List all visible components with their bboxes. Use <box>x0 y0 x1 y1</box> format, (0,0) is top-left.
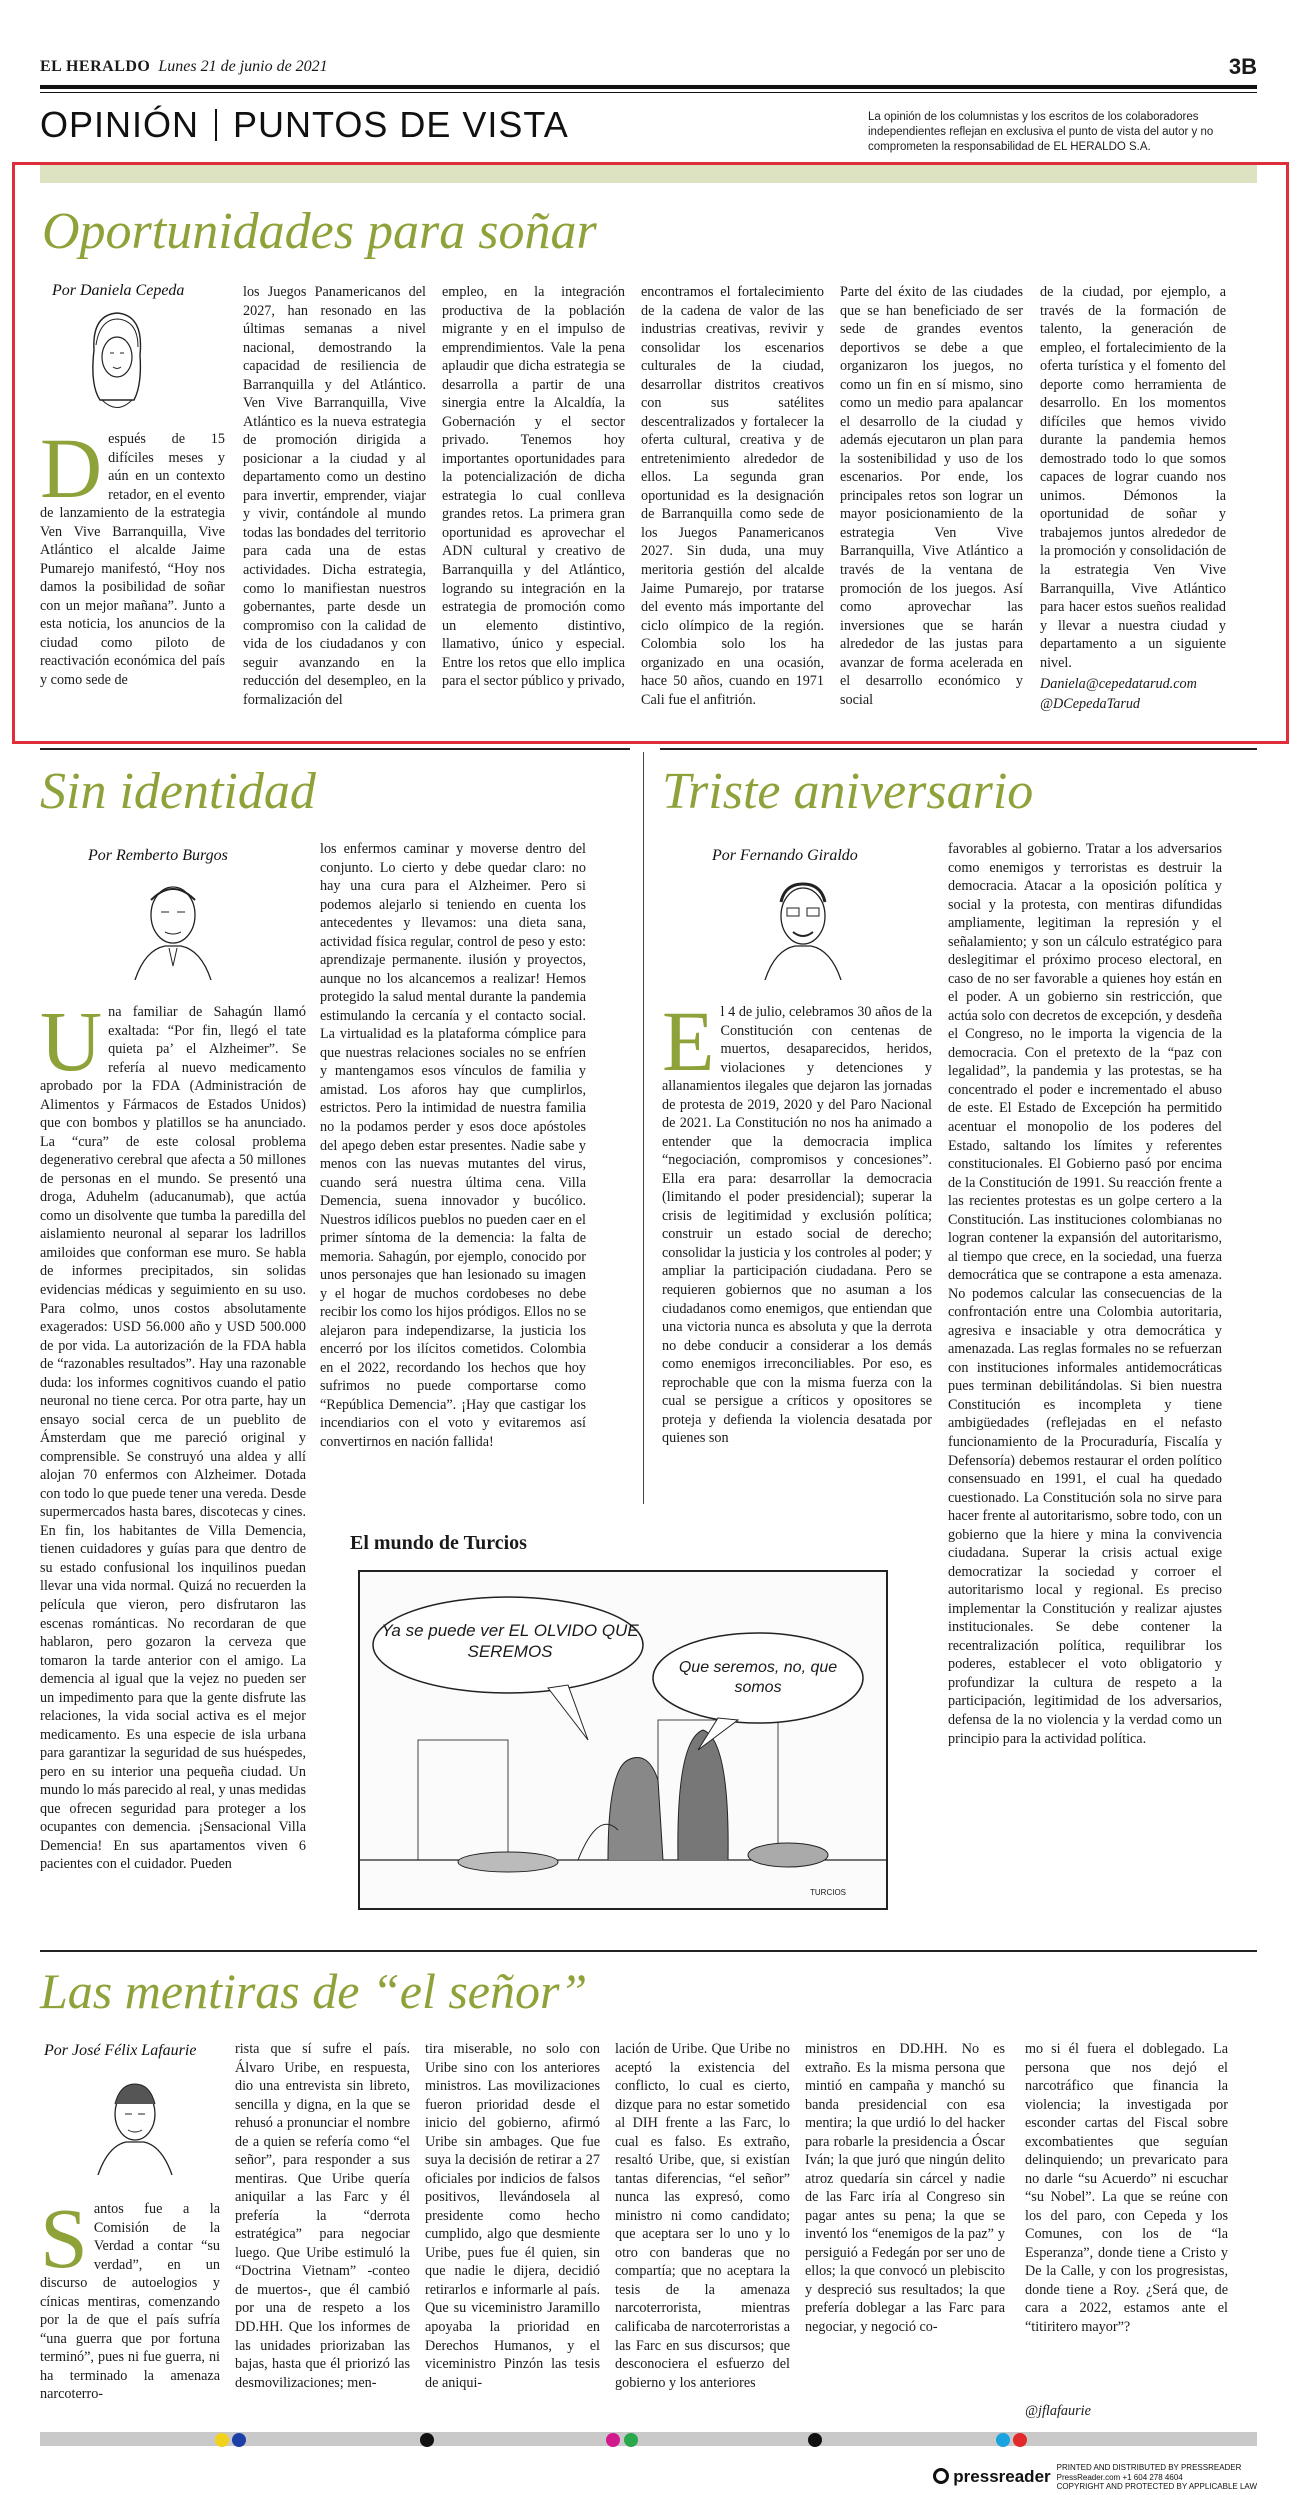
article2-col2: los enfermos caminar y moverse dentro del conjunto. Lo cierto y debe quedar claro: no hay una cura para el Alzheimer. Pero si podemos alejarlo si teniendo en cuenta los antecedentes y llevamos: una dieta sana, actividad física regular, control de peso y esto: aprendizaje permanente. ilusión y proyectos, aunque no los alcancemos a realizar! Hemos protegido la salud mental durante la pandemia estimulando la cercanía y el contacto social. La virtualidad es la plataforma cómplice para que nuestras relaciones sociales no se enfríen y mantengamos esos vínculos de familia y amistad. Los aforos hay que cumplirlos, estrictos. Pero la intimidad de nuestra familia no la podamos perder y esos doce apóstoles del apego deben estar presentes. Nadie sabe y menos con las nuevas mutantes del virus, cuando será nuestra última cena. Villa Demencia, suena innovador y bucólico. Nuestros idílicos pueblos no pueden caer en el primer síntoma de la demencia: la falta de memoria. Sahagún, por ejemplo, conocido por unos personajes que han lesionado su imagen y el hogar de muchos cordobeses no debe recibir los como los hijos pródigos. Ellos no se alejaron para independizarse, la justicia los encerró por los ilícitos cometidos. Colombia en el 2022, recordando los hechos que hoy sufrimos no puede comportarse como “República Demencia”. ¡Hay que castigar los incendiarios con el voto y evitaremos así convertirnos en nación fallida! <box>320 841 586 1450</box>
disclaimer: La opinión de los columnistas y los escritos de los colaboradores independientes reflejan en exclusiva el punto de vista del autor y no comprometen la responsabilidad de EL HERALDO S.A. <box>868 111 1214 154</box>
pressreader-line1: PRINTED AND DISTRIBUTED BY PRESSREADER <box>1056 2463 1242 2472</box>
article3-title: Triste aniversario <box>662 763 1034 820</box>
article4-title: Las mentiras de “el señor” <box>40 1963 588 2019</box>
article4-text: antos fue a la Comisión de la Verdad a contar “su verdad”, en un discurso de autoelogios y cínicas mentiras, comenzando por la de que el país sufría “una guerra que por fortuna terminó”, pues ni fue guerra, ni ha terminado la amenaza narcoterro- <box>40 2201 220 2403</box>
article1-col3: empleo, en la integración productiva de la población migrante y en el impulso de emprendimientos. Vale la pena aplaudir que dicha estrategia se desarrolla a partir de una sinergia entre la Alcaldía, la Gobernación y el sector privado. Tenemos hoy importantes oportunidades para la potencialización de dicha estrategia lo cual conlleva grandes retos. La primera gran oportunidad es aprovechar el ADN cultural y creativo de Barranquilla y del Atlántico, logrando su integración en la estrategia de promoción como un elemento distintivo, llamativo, único y especial. Entre los retos que ello implica para el sector público y privado, <box>442 284 625 690</box>
pressreader-info <box>1057 2463 1257 2492</box>
article1-handle: @DCepedaTarud <box>1040 696 1141 712</box>
article3-dropcap: E <box>662 1003 715 1089</box>
separator <box>660 748 1257 750</box>
bubble-2-text: Que seremos, no, que somos <box>678 1659 838 1696</box>
highlight-box <box>12 162 1289 744</box>
article2-byline: Por Remberto Burgos <box>88 847 228 864</box>
section-left: OPINIÓN <box>40 104 200 145</box>
article1-byline: Por Daniela Cepeda <box>52 282 185 299</box>
registration-dot-black <box>808 2433 822 2447</box>
cartoon-signature: TURCIOS <box>810 1888 846 1897</box>
masthead <box>40 58 328 76</box>
article3-byline: Por Fernando Giraldo <box>712 847 858 864</box>
top-rule-thin <box>40 92 1257 93</box>
article4-col1 <box>40 2200 220 2425</box>
article1-text: espués de 15 difíciles meses y aún en un contexto retador, en el evento de lanzamiento de la estrategia Ven Vive Barranquilla, Vive Atlántico el alcalde Jaime Pumarejo manifestó, “Hoy nos damos la posibilidad de soñar con un mejor mañana”. Junto a esta noticia, los anuncios de la ciudad como piloto de reactivación económica del país y como sede de <box>40 431 225 688</box>
pressreader-footer <box>933 2463 1257 2492</box>
registration-dot-cyan <box>996 2433 1010 2447</box>
pressreader-line3: COPYRIGHT AND PROTECTED BY APPLICABLE LAW <box>1056 2482 1257 2492</box>
author-portrait-giraldo <box>755 870 850 980</box>
article1-title: Oportunidades para soñar <box>42 203 597 260</box>
article3-col2: favorables al gobierno. Tratar a los adversarios como enemigos y terroristas es destruir la democracia. Atacar a la oposición política y social y la protesta, con mentiras difundidas ampliamente, legitiman la represión y el señalamiento; y son un cálculo estratégico para deslegitimar el próximo proceso electoral, en caso de no ser favorable a quienes hoy están en el poder. A un gobierno sin restricción, que actúa solo con decretos de excepción, y desdeña el Congreso, no le importa la vigencia de la democracia. Con el pretexto de la “paz con legalidad”, la pandemia y las protestas, se ha concentrado el poder e incrementado el abuso de este. El Estado de Excepción ha permitido acentuar el monopolio de los poderes del Estado, saltando los límites y referentes constitucionales. El Gobierno pasó por encima de la Constitución de 1991. Su reacción frente a las recientes protestas es un golpe certero a la Constitución. Las instituciones colombianas no logran contener la expansión del autoritarismo, al tiempo que crece, en la sociedad, una fuerza democrática que se contrapone a esta amenaza. No podemos calcular las consecuencias de la confrontación entre una Colombia autoritaria, agresiva e insaciable y otra democrática y amenazada. Las reglas formales no se refuerzan con instituciones informales antidemocráticas pues terminan debilitándolas. Si bien nuestra Constitución es incompleta y tiene ambigüedades (reflejadas en el nefasto funcionamiento de la Procuraduría, Fiscalía y Defensoría) debemos restaurar el orden político consensuado en 1991, el cual ha quedado cuestionado. La Constitución sola no sirve para hacer frente al autoritarismo, sobre todo, con un gobierno que la hiere y mina la convivencia ciudadana. Superar la crisis actual exige democratizar la sociedad y corroer el autoritarismo local y regional. Es preciso implementar la Constitución y realizar ajustes institucionales. Se debe contener la recentralización política, requilibrar los poderes, establecer el voto obligatorio y profundizar la cultura de respeto a la participación, legitimidad de los adversarios, defensa de la no violencia y la verdad como un principio para la actividad política. <box>948 841 1222 1747</box>
registration-dot-red <box>1013 2433 1027 2447</box>
column-separator <box>643 752 644 1504</box>
registration-dot-green <box>624 2433 638 2447</box>
article4-col2: rista que sí sufre el país. Álvaro Uribe, en respuesta, dio una entrevista sin libreto, sencilla y digna, en la que se rehusó a pronunciar el nombre de a quien se refería como “el señor”, para responder a sus mentiras. Que Uribe quería aniquilar a las Farc y él prefería la “derrota estratégica” para negociar luego. Que Uribe estimuló la “Doctrina Vietnam” -conteo de muertos-, que él cambió por una de respeto a los DD.HH. Que los informes de las unidades priorizaban las bajas, hasta que él priorizó las desmovilizaciones; men- <box>235 2041 410 2391</box>
article1-col2: los Juegos Panamericanos del 2027, han resonado en las últimas semanas a nivel nacional, demostrando la capacidad de resiliencia de Barranquilla y del Atlántico. Ven Vive Barranquilla, Vive Atlántico es la nueva estrategia de promoción dirigida a posicionar a la ciudad y al departamento como un destino para invertir, emprender, viajar y vivir, contándole al mundo todas las bondades del territorio para cada una de estas actividades. Dicha estrategia, como lo manifiestan nuestros gobernantes, parte desde un compromiso con la calidad de vida de los ciudadanos y con seguir avanzando en la reducción del desempleo, en la formalización del <box>243 284 426 708</box>
pressreader-line2: PressReader.com +1 604 278 4604 <box>1056 2472 1183 2482</box>
article3-text: l 4 de julio, celebramos 30 años de la Constitución con centenas de muertos, desaparecidos, heridos, violaciones y detenciones y allanamientos ilegales que dejaron las jornadas de protesta de 2019, 2020 y del Paro Nacional de 2021. La Constitución no nos ha animado a entender que la democracia implica “negociación, compromisos y concesiones”. Ella era para: desarrollar la democracia (limitando el poder presidencial); superar la crisis de legitimidad y exclusión política; construir un estado social de derecho; consolidar la justicia y los controles al poder; y ampliar la participación ciudadana. Pero se requieren gobiernos que no asuman a los ciudadanos como enemigos, que entiendan que una victoria nunca es absoluta y que la derrota no debe conducir a considerar a los demás como enemigos irreconciliables. Por eso, es reprochable que con la misma fuerza con la cual se persigue a críticos y opositores se proteja y defienda la violencia desatada por quienes son <box>662 1004 932 1447</box>
article4-col4: lación de Uribe. Que Uribe no aceptó la existencia del conflicto, lo cual es cierto, dizque para no estar sometido al DIH frente a las Farc, lo cual es falso. Es extraño, resaltó Uribe, que, si existían tantas diferencias, “el señor” nunca las expresó, como ministro ni como candidato; que aceptara ser lo uno y lo otro con banderas que no compartía; que no aceptara la tesis de la amenaza narcoterrorista, mientras calificaba de narcoterroristas a las Farc en sus discursos; que desconociera el esfuerzo del gobierno y los anteriores <box>615 2041 790 2391</box>
registration-dot-black <box>420 2433 434 2447</box>
section-right: PUNTOS DE VISTA <box>233 104 569 145</box>
bubble-1-text: Ya se puede ver EL OLVIDO QUE SEREMOS <box>381 1621 639 1662</box>
article3-col1 <box>662 1003 932 1523</box>
author-portrait-lafaurie <box>90 2070 180 2175</box>
paper-name: EL HERALDO <box>40 58 151 75</box>
pressreader-ring-icon <box>933 2468 949 2484</box>
article4-handle: @jflafaurie <box>1025 2403 1091 2419</box>
section-divider <box>215 109 217 141</box>
article2-title: Sin identidad <box>40 763 316 820</box>
separator <box>40 1950 1257 1952</box>
article2-dropcap: U <box>40 1003 103 1089</box>
top-rule <box>40 85 1257 89</box>
article4-col6: mo si él fuera el doblegado. La persona que nos dejó el narcotráfico que financia la violencia; la investigada por esconder cartas del Fiscal sobre excombatientes que seguían delinquiendo; un prevaricato para no darle “su Acuerdo” ni escuchar “su Nobel”. La que se reúne con los del paro, con Cepeda y los Comunes, con los de “la Esperanza”, donde tiene a Cristo y De la Calle, y con los progresistas, donde tiene a Roy. ¿Será que, de cara a 2022, estamos ante el “titiritero mayor”? <box>1025 2041 1228 2335</box>
article1-col5: Parte del éxito de las ciudades que se han beneficiado de ser sede de grandes eventos deportivos se debe a que organizaron los juegos, no como un fin en sí mismo, sino como un medio para apalancar el desarrollo de la ciudad y además ejecutaron un plan para la sostenibilidad y uso de los escenarios. Por ende, los principales retos son lograr un mayor posicionamiento de la estrategia Ven Vive Barranquilla, Vive Atlántico a través de la ventana de promoción de los juegos. Así como aprovechar las inversiones que se harán alrededor de las justas para avanzar de forma acelerada en el desarrollo económico y social <box>840 284 1023 708</box>
article4-byline: Por José Félix Lafaurie <box>44 2042 197 2059</box>
article4-col3: tira miserable, no solo con Uribe sino con los anteriores ministros. Las movilizaciones fueron prioridad desde el inicio del gobierno, afirmó Uribe sin ambages. Que fue suya la decisión de retirar a 27 oficiales por indicios de falsos positivos, llevándosela al presidente como hecho cumplido, algo que desmiente Uribe, pues fue él quien, sin que nadie le dijera, decidió retirarlos e informarle al país. Que su viceministro Jaramillo apoyaba la prioridad en Derechos Humanos, y el viceministro Pinzón las tesis de aniqui- <box>425 2041 600 2391</box>
registration-dot-magenta <box>606 2433 620 2447</box>
article2-col1 <box>40 1003 306 1923</box>
cartoon-title: El mundo de Turcios <box>350 1532 527 1554</box>
author-portrait-burgos <box>125 870 220 980</box>
pressreader-logo: pressreader <box>933 2467 1050 2487</box>
article1-dropcap: D <box>40 430 103 516</box>
registration-dot-blue <box>232 2433 246 2447</box>
issue-date: Lunes 21 de junio de 2021 <box>158 58 328 75</box>
article1-col4: encontramos el fortalecimiento de la cadena de valor de las industrias creativas, revivir y consolidar los escenarios culturales de la ciudad, desarrollar distritos creativos con sus satélites descentralizados y fortalecer la oferta cultural, creativa y de entretenimiento alrededor de ellos. La segunda gran oportunidad es la designación de Barranquilla como sede de los Juegos Panamericanos 2027. Sin duda, una muy meritoria gestión del alcalde Jaime Pumarejo, por tratarse del evento más importante del ciclo olímpico de la región. Colombia solo los ha organizado en una ocasión, hace 50 años, cuando en 1971 Cali fue el anfitrión. <box>641 284 824 708</box>
separator <box>40 748 630 750</box>
article4-dropcap: S <box>40 2200 88 2286</box>
article1-email: Daniela@cepedatarud.com <box>1040 676 1197 692</box>
page-number: 3B <box>1228 54 1257 79</box>
registration-dot-yellow <box>215 2433 229 2447</box>
article2-text: na familiar de Sahagún llamó exaltada: “Por fin, llegó el tate quieta pa’ el Alzheimer”. Se refería al nuevo medicamento aprobado por la FDA (Administración de Alimentos y Fármacos de Estados Unidos) que con bombos y platillos se ha anunciado. La “cura” de este colosal problema degenerativo cerebral que afecta a 50 millones de personas en el mundo. Se presentó una droga, Aduhelm (aducanumab), que actúa como un disolvente que tumba la paredilla del aislamiento neuronal al separar los ladrillos amiloides que conforman ese muro. Se habla de informes precipitados, sin solidas evidencias médicas y seguimiento en su uso. Para colmo, unos costos absolutamente exagerados: USD 56.000 año y USD 500.000 de por vida. La autorización de la FDA habla de “razonables resultados”. Hay una razonable duda: los informes cognitivos cuando el patio neuronal no tiene cerca. Por otra parte, hay un ensayo social cerca de un pueblito de Ámsterdam que me pareció original y comprensible. Se construyó una aldea y allí alojan 70 enfermos con Alzheimer. Dotada con todo lo que puede tener una vereda. Desde supermercados hasta bares, discotecas y cines. En fin, los habitantes de Villa Demencia, tienen cuidadores y guías para que dentro de su estado confusional los inquilinos puedan llevar una vida normal. Quizá no recuerden la película que vieron, pero disfrutaron las escenas románticas. No recordaran de que hablaron, pero gozaron la cerveza que tomaron la tarde anterior con el amigo. La demencia al igual que la vejez no pueden ser un impedimento para que la gente disfrute las relaciones, la vida social activa es el mejor medicamento. Es una especie de isla urbana para garantizar la seguridad de sus huéspedes, pero en su interior una pequeña ciudad. Un mundo lo más parecido al real, y unas medidas que ofrecen seguridad para proteger a los ocupantes con demencia. ¡Sensacional Villa Demencia! En sus apartamentos viven 6 pacientes con el cuidador. Pueden <box>40 1004 306 1873</box>
article1-col6: de la ciudad, por ejemplo, a través de la formación de talento, la generación de empleo, el fortalecimiento de la oferta turística y el fomento del deporte como herramienta de desarrollo. En los momentos difíciles que hemos vivido durante la pandemia hemos demostrado todo lo que somos capaces de lograr cuando nos unimos. Démonos la oportunidad de soñar y trabajemos juntos alrededor de la promoción y consolidación de la estrategia Ven Vive Barranquilla, Vive Atlántico para hacer estos sueños realidad y llevar a nuestra ciudad y departamento a un siguiente nivel. <box>1040 284 1226 671</box>
section-header <box>40 104 569 146</box>
article4-col5: ministros en DD.HH. No es extraño. Es la misma persona que mintió en campaña y manchó su banda presidencial con esa mentira; la que urdió lo del hacker para robarle la presidencia a Óscar Iván; la que juró que ningún delito atroz quedaría sin cárcel y nadie de las Farc iría al Congreso sin pagar antes su pena; la que se inventó los “enemigos de la paz” y persiguió a Fedegán por ser uno de ellos; la que convocó un plebiscito y despreció sus resultados; la que prefería doblegar a las Farc para negociar, y negoció co- <box>805 2041 1005 2335</box>
